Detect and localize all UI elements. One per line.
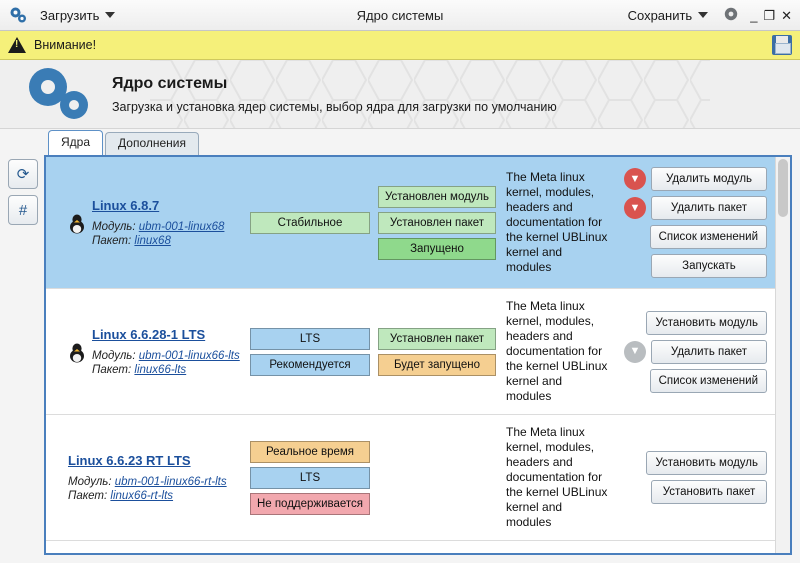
status-badge: Не поддерживается: [250, 493, 370, 515]
status-badge: Реальное время: [250, 441, 370, 463]
minimize-button[interactable]: _: [750, 7, 758, 23]
status-badge: Установлен пакет: [378, 212, 496, 234]
side-toolbar: [8, 155, 38, 555]
kernel-name-link[interactable]: Linux 6.8.7: [92, 198, 160, 213]
module-link[interactable]: ubm-001-linux66-lts: [138, 350, 240, 362]
kernel-package-line: [92, 364, 240, 376]
kernel-type-badges: [250, 441, 370, 515]
chevron-down-icon: [698, 12, 708, 18]
kernel-name-cell: [54, 453, 250, 502]
kernel-name-link[interactable]: Linux 6.6.23 RT LTS: [68, 453, 191, 468]
title-bar-right: [624, 5, 800, 26]
floppy-save-icon[interactable]: [772, 35, 792, 55]
kernel-actions: [615, 311, 767, 393]
save-menu-button[interactable]: [624, 6, 713, 25]
banner-text: [112, 75, 557, 114]
load-menu-button[interactable]: [36, 6, 119, 25]
status-badge: LTS: [250, 467, 370, 489]
vertical-scrollbar[interactable]: [775, 157, 790, 553]
module-label: Модуль:: [92, 350, 136, 362]
status-badge: Рекомендуется: [250, 354, 370, 376]
kernel-actions: [615, 167, 767, 278]
kernel-type-badges: [250, 328, 370, 376]
kernel-description: The Meta linux kernel, modules, headers and documentation for the kernel UBLinux kernel and modules: [506, 170, 608, 274]
status-badge: LTS: [250, 328, 370, 350]
action-row: [615, 225, 767, 249]
kernel-name-link[interactable]: Linux 6.6.28-1 LTS: [92, 327, 206, 342]
remove-grey-icon: ▼: [624, 341, 646, 363]
kernel-module-line: [92, 350, 240, 362]
header-banner: [0, 60, 800, 129]
warning-triangle-icon: [8, 37, 26, 53]
grid-icon[interactable]: #: [8, 195, 38, 225]
status-badge: Установлен пакет: [378, 328, 496, 350]
kernel-package-line: [68, 490, 250, 502]
action-row: [615, 311, 767, 335]
kernel-description: The Meta linux kernel, modules, headers and documentation for the kernel UBLinux kernel and modules: [506, 425, 608, 529]
package-label: Пакет:: [92, 235, 132, 247]
kernel-name-cell: [54, 327, 250, 376]
remove-package-button[interactable]: Удалить пакет: [651, 196, 767, 220]
window-title: Ядро системы: [356, 7, 444, 23]
module-label: Модуль:: [68, 476, 112, 488]
run-button[interactable]: Запускать: [651, 254, 767, 278]
package-link[interactable]: linux66-lts: [134, 364, 187, 376]
status-badge: Стабильное: [250, 212, 370, 234]
chevron-down-icon: [105, 12, 115, 18]
kernel-name-cell: [54, 198, 250, 247]
status-badge: Запущено: [378, 238, 496, 260]
main-body: [0, 155, 800, 563]
warning-bar: [0, 31, 800, 60]
tab-strip: [0, 129, 800, 155]
settings-gear-icon[interactable]: [722, 5, 740, 26]
kernel-state-badges: [378, 186, 496, 260]
remove-red-icon[interactable]: ▼: [624, 197, 646, 219]
warning-text: Внимание!: [34, 38, 97, 52]
status-badge: Будет запущено: [378, 354, 496, 376]
install-module-button[interactable]: Установить модуль: [646, 451, 767, 475]
save-menu-label: Сохранить: [627, 7, 693, 23]
scrollbar-thumb[interactable]: [778, 159, 788, 217]
changelog-button[interactable]: Список изменений: [650, 225, 767, 249]
action-row: [615, 196, 767, 220]
kernel-package-line: [92, 235, 224, 247]
title-bar-left: [0, 5, 119, 25]
tux-icon: [68, 198, 86, 237]
kernel-list: [46, 157, 775, 553]
action-row: [615, 254, 767, 278]
kernel-description: The Meta linux kernel, modules, headers and documentation for the kernel UBLinux kernel and modules: [506, 299, 608, 403]
kernel-module-line: [68, 476, 250, 488]
action-row: [615, 451, 767, 475]
page-subtitle: Загрузка и установка ядер системы, выбор ядра для загрузки по умолчанию: [112, 99, 557, 114]
table-row[interactable]: [46, 157, 775, 289]
action-row: [615, 167, 767, 191]
kernel-list-panel: [44, 155, 792, 555]
package-label: Пакет:: [92, 364, 132, 376]
title-bar: [0, 0, 800, 31]
module-link[interactable]: ubm-001-linux68: [138, 221, 225, 233]
table-row[interactable]: [46, 289, 775, 415]
tab-extras[interactable]: Дополнения: [105, 132, 199, 155]
action-row: [615, 369, 767, 393]
kernel-state-badges: [378, 328, 496, 376]
module-label: Модуль:: [92, 221, 136, 233]
kernel-actions: [615, 451, 767, 504]
app-gears-icon: [8, 5, 28, 25]
kernel-module-line: [92, 221, 224, 233]
status-badge: Установлен модуль: [378, 186, 496, 208]
install-module-button[interactable]: Установить модуль: [646, 311, 767, 335]
action-row: [615, 480, 767, 504]
install-package-button[interactable]: Установить пакет: [651, 480, 767, 504]
remove-module-button[interactable]: Удалить модуль: [651, 167, 767, 191]
package-link[interactable]: linux68: [134, 235, 171, 247]
tab-kernels[interactable]: Ядра: [48, 130, 103, 155]
remove-red-icon[interactable]: ▼: [624, 168, 646, 190]
action-row: [615, 340, 767, 364]
tux-icon: [68, 327, 86, 366]
remove-package-button[interactable]: Удалить пакет: [651, 340, 767, 364]
close-button[interactable]: ✕: [781, 7, 792, 23]
changelog-button[interactable]: Список изменений: [650, 369, 767, 393]
package-label: Пакет:: [68, 490, 108, 502]
package-link[interactable]: linux66-rt-lts: [110, 490, 174, 502]
refresh-icon[interactable]: ⟳: [8, 159, 38, 189]
page-title: Ядро системы: [112, 74, 228, 92]
load-menu-label: Загрузить: [40, 7, 100, 23]
banner-gears-icon: [18, 63, 96, 125]
maximize-button[interactable]: ❐: [763, 7, 776, 23]
table-row[interactable]: [46, 415, 775, 541]
module-link[interactable]: ubm-001-linux66-rt-lts: [114, 476, 227, 488]
kernel-type-badges: [250, 212, 370, 234]
window-controls: [750, 9, 792, 22]
